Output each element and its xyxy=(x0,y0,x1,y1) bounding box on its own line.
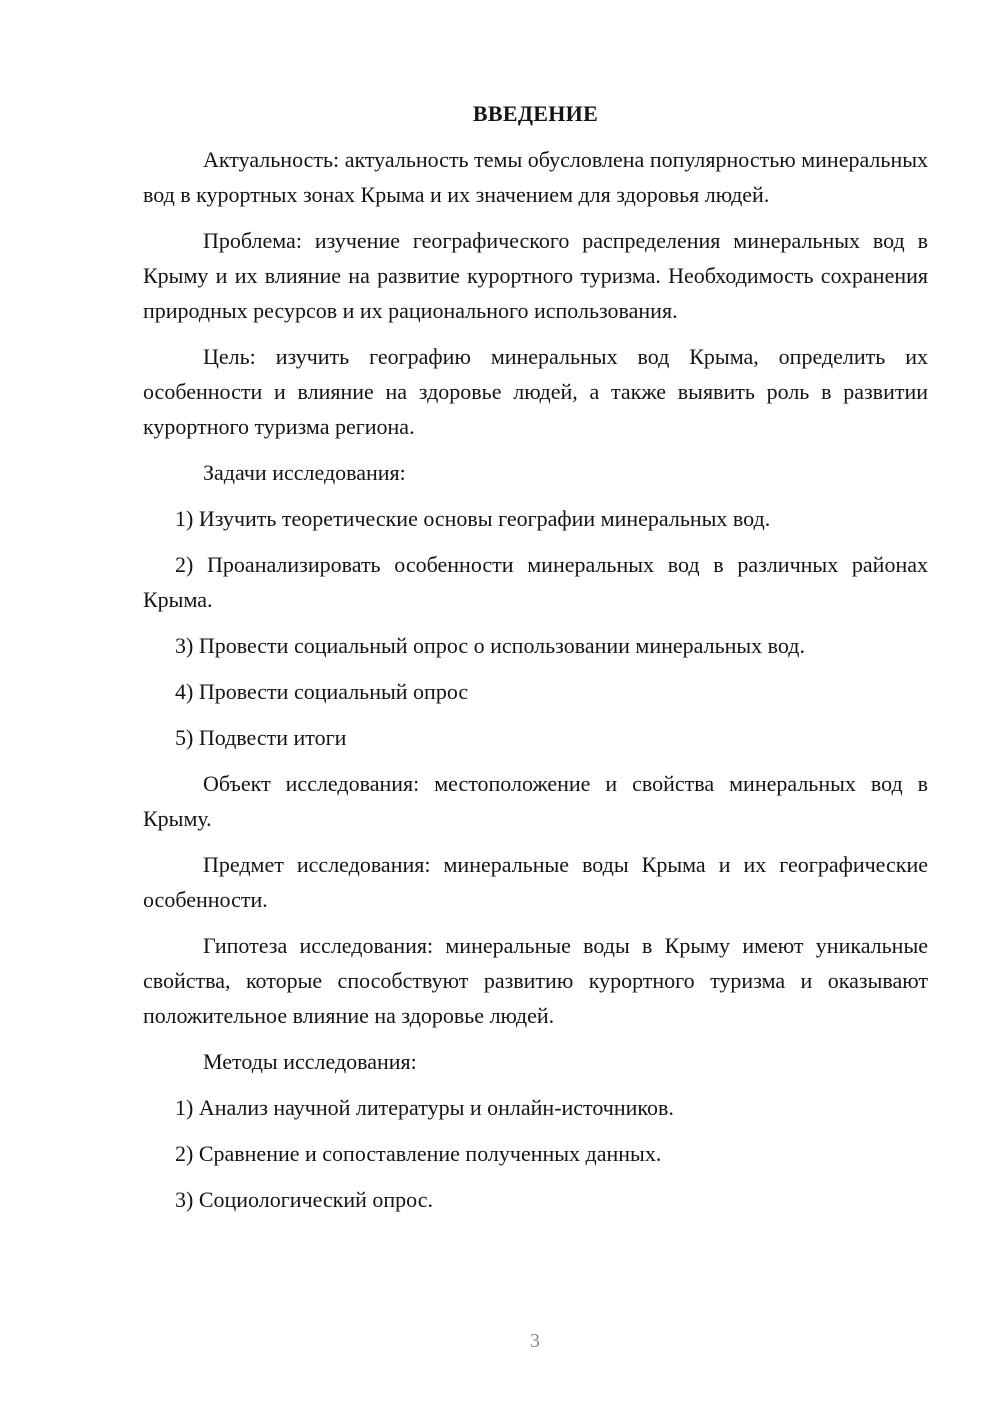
problem-paragraph: Проблема: изучение географического распределения минеральных вод в Крыму и их влияние на развитие курортного туризма. Необходимость сохранения природных ресурсов и их рационального использования. xyxy=(143,228,928,323)
task-item: 3) Провести социальный опрос о использовании минеральных вод. xyxy=(175,633,805,658)
goal-paragraph: Цель: изучить географию минеральных вод Крыма, определить их особенности и влияние на здоровье людей, а также выявить роль в развитии курортного туризма региона. xyxy=(143,344,928,439)
section-title: ВВЕДЕНИЕ xyxy=(472,101,599,126)
task-item: 2) Проанализировать особенности минеральных вод в различных районах Крыма. xyxy=(143,552,928,612)
page-number: 3 xyxy=(530,1330,540,1352)
object-paragraph: Объект исследования: местоположение и свойства минеральных вод в Крыму. xyxy=(143,771,928,831)
method-item: 1) Анализ научной литературы и онлайн-источников. xyxy=(175,1095,674,1120)
task-item: 5) Подвести итоги xyxy=(175,725,347,750)
tasks-heading: Задачи исследования: xyxy=(203,460,406,485)
page-content xyxy=(143,96,928,1228)
method-item: 3) Социологический опрос. xyxy=(175,1187,433,1212)
task-item: 1) Изучить теоретические основы географии минеральных вод. xyxy=(175,506,771,531)
relevance-paragraph: Актуальность: актуальность темы обусловлена популярностью минеральных вод в курортных зонах Крыма и их значением для здоровья людей. xyxy=(143,147,928,207)
subject-paragraph: Предмет исследования: минеральные воды Крыма и их географические особенности. xyxy=(143,852,928,912)
method-item: 2) Сравнение и сопоставление полученных данных. xyxy=(175,1141,662,1166)
methods-heading: Методы исследования: xyxy=(203,1049,417,1074)
task-item: 4) Провести социальный опрос xyxy=(175,679,469,704)
hypothesis-paragraph: Гипотеза исследования: минеральные воды в Крыму имеют уникальные свойства, которые способствуют развитию курортного туризма и оказывают положительное влияние на здоровье людей. xyxy=(143,933,928,1028)
